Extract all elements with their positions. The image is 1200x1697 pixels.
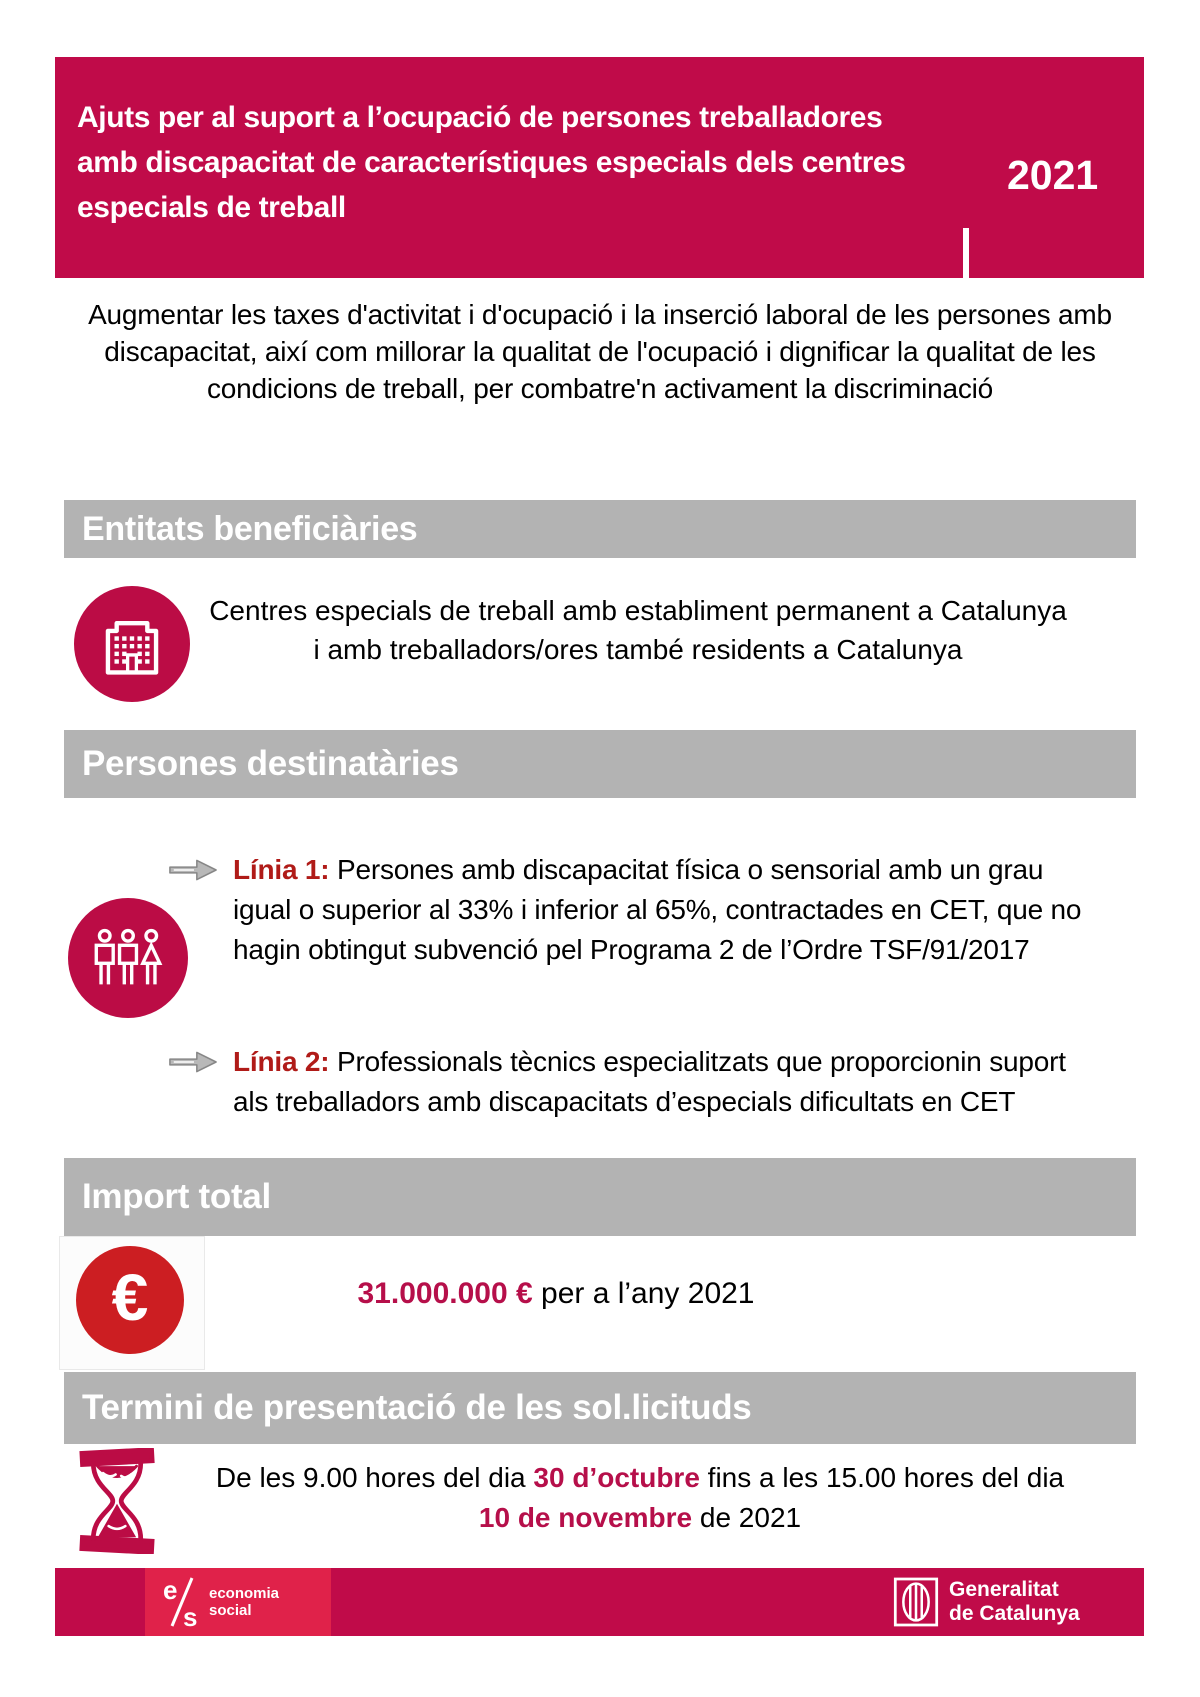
deadline-text-before: De les 9.00 hores del dia [215,1462,534,1493]
deadline-date-start: 30 d’octubre [533,1462,700,1493]
economia-social-line1: economia [209,1584,280,1602]
economia-social-line2: social [209,1602,252,1619]
linia1-label: Línia 1: [233,854,330,885]
section-heading-entitats-label: Entitats beneficiàries [82,509,418,548]
beneficiaries-body: Centres especials de treball amb establiment permanent a Catalunya i amb treballadors/ores també residents a Catalunya [209,595,1067,665]
euro-icon [76,1246,184,1354]
people-icon [68,898,188,1018]
generalitat-logo [893,1576,1080,1628]
economia-social-icon [159,1575,205,1629]
section-heading-termini-label: Termini de presentació de les sol.licituds [82,1388,752,1427]
deadline-date-end: 10 de novembre [478,1501,693,1533]
intro-paragraph: Augmentar les taxes d'activitat i d'ocupació i la inserció laboral de les persones amb discapacitat, així com millorar la qualitat de l'ocupació i dignificar la qualitat de les condicions de treball, per combatre'n activament la discriminació [88,299,1112,405]
generalitat-line1: Generalitat [949,1577,1059,1601]
linia2-text: Professionals tècnics especialitzats que proporcionin suport als treballadors amb discapacitats d’especials dificultats en CET [233,1046,1066,1117]
section-heading-persones-label: Persones destinatàries [82,744,459,783]
linia1-paragraph [233,850,1085,969]
section-heading-entitats [64,500,1136,558]
linia2-label: Línia 2: [233,1046,330,1077]
deadline-text-middle: fins a les 15.00 hores del dia [699,1462,1065,1493]
amount-suffix: per a l’any 2021 [532,1277,755,1310]
deadline-paragraph [200,1458,1080,1538]
building-icon-glyph [97,609,167,679]
euro-icon-glyph: € [111,1260,149,1334]
generalitat-label [949,1578,1080,1626]
economia-social-logo [145,1568,331,1636]
generalitat-line2: de Catalunya [949,1602,1080,1625]
section-heading-import-label: Import total [82,1177,271,1216]
amount-value: 31.000.000 € [357,1277,533,1310]
footer-banner [55,1568,1144,1636]
generalitat-shield-icon [893,1576,939,1628]
header-banner [55,57,1144,278]
hourglass-icon [74,1448,160,1554]
economia-social-label [209,1585,279,1620]
amount-line [206,1277,906,1311]
linia1-text: Persones amb discapacitat física o sensorial amb un grau igual o superior al 33% i inferior al 65%, contractades en CET, que no hagin obtingut subvenció pel Programa 2 de l’Ordre TSF/91/2017 [233,854,1082,965]
building-icon [74,586,190,702]
es-mark-e: e [163,1575,178,1605]
es-mark-s: s [183,1602,198,1629]
arrow-right-icon [168,1049,218,1075]
page-title: Ajuts per al suport a l’ocupació de persones treballadores amb discapacitat de característiques especials dels centres especials de treball [77,101,906,224]
section-heading-termini [64,1372,1136,1444]
text-caret-mark [963,228,969,278]
linia2-paragraph [233,1042,1085,1122]
section-heading-import [64,1158,1136,1236]
year-badge: 2021 [1007,152,1099,198]
people-icon-glyph [91,927,165,989]
deadline-text-after: de 2021 [692,1501,802,1533]
section-heading-persones [64,730,1136,798]
arrow-right-icon [168,857,218,883]
